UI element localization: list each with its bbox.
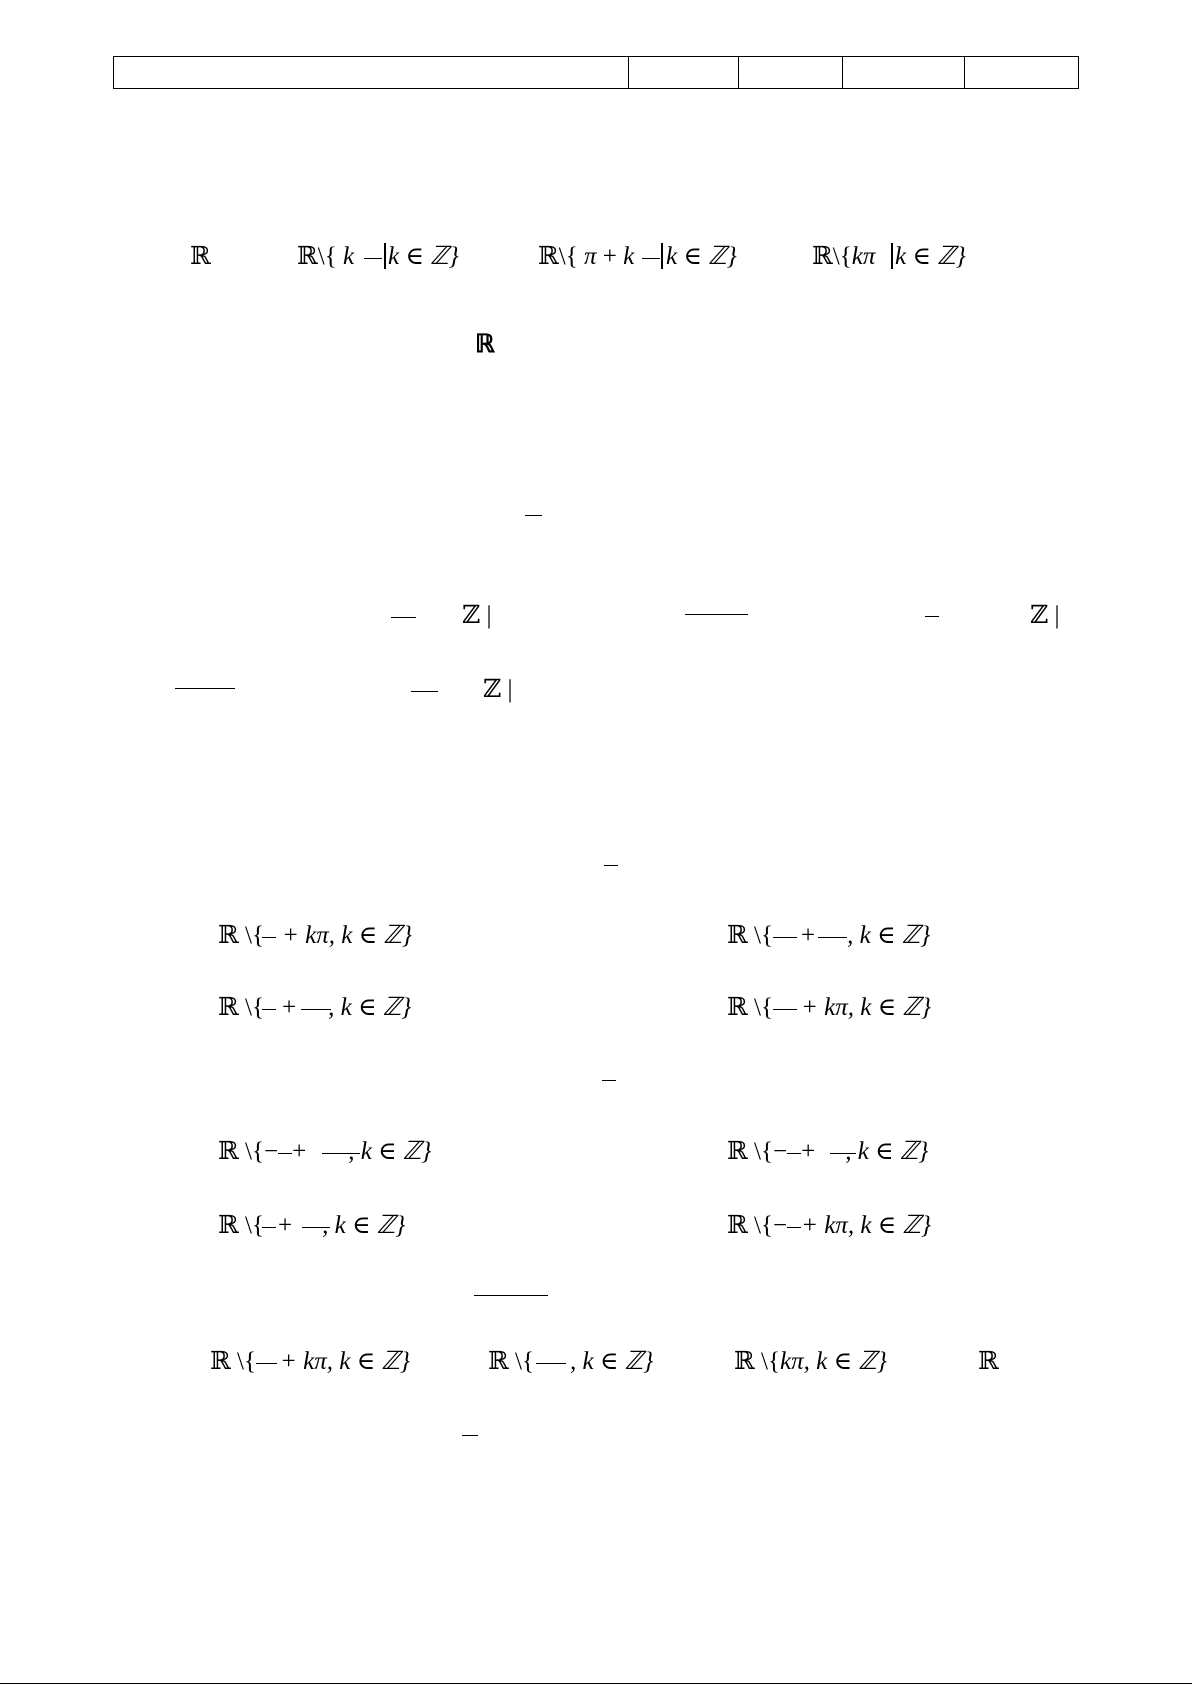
q7-option-d: ℝ (978, 1348, 999, 1375)
q3-fraction-bar (525, 515, 542, 516)
q2-real-set: ℝ (475, 331, 495, 358)
q6-b-fraction-bar-2 (830, 1153, 856, 1154)
header-table (113, 56, 1079, 89)
q5-b-fraction-bar-1 (773, 937, 797, 938)
q4-fraction-bar-5 (411, 691, 438, 692)
q1-c-condition: k ∈ ℤ} (666, 243, 737, 270)
q1-option-c: ℝ\{ π + k (538, 243, 635, 270)
q5-fraction-bar (604, 865, 618, 866)
q1-option-d: ℝ\{kπ (812, 243, 876, 270)
q1-option-a: ℝ (190, 243, 211, 270)
header-cell-1 (114, 57, 628, 88)
q5-option-b: ℝ \{ + , k ∈ ℤ} (727, 922, 931, 949)
q6-b-fraction-bar-1 (787, 1153, 801, 1154)
q5-option-c: ℝ \{ + , k ∈ ℤ} (218, 994, 412, 1021)
q6-c-fraction-bar-1 (262, 1227, 276, 1228)
q4-fraction-bar-2 (685, 614, 748, 615)
q7-a-fraction-bar (256, 1363, 277, 1364)
q5-option-a: ℝ \{ + kπ, k ∈ ℤ} (218, 922, 412, 949)
q5-option-d: ℝ \{ + kπ, k ∈ ℤ} (727, 994, 931, 1021)
q6-option-b: ℝ \{− + , k ∈ ℤ} (727, 1138, 929, 1165)
q6-option-a: ℝ \{− + , k ∈ ℤ} (218, 1138, 432, 1165)
header-cell-4 (842, 57, 964, 88)
q4-fraction-bar-1 (391, 617, 416, 618)
footer-rule (0, 1683, 1192, 1684)
header-cell-2 (628, 57, 738, 88)
q1-c-fraction-bar (642, 258, 660, 259)
q6-fraction-bar (602, 1080, 616, 1081)
q5-b-fraction-bar-2 (818, 937, 847, 938)
q1-d-divider (891, 243, 893, 269)
q4-fraction-bar-3 (925, 616, 939, 617)
q7-fraction-bar (474, 1295, 548, 1296)
q7-option-c: ℝ \{kπ, k ∈ ℤ} (734, 1348, 887, 1375)
q1-c-divider (661, 243, 663, 269)
q1-b-divider (384, 243, 386, 269)
q8-fraction-bar (462, 1435, 478, 1436)
header-cell-3 (738, 57, 843, 88)
q1-b-condition: k ∈ ℤ} (388, 243, 459, 270)
q5-c-fraction-bar-1 (262, 1009, 276, 1010)
q5-c-fraction-bar-2 (301, 1009, 331, 1010)
q5-a-fraction-bar (262, 937, 276, 938)
q5-d-fraction-bar (773, 1009, 797, 1010)
q1-b-fraction-bar (364, 258, 382, 259)
q4-integers-2: ℤ | (1030, 602, 1060, 629)
q6-a-fraction-bar-2 (322, 1153, 360, 1154)
q6-option-c: ℝ \{ + , k ∈ ℤ} (218, 1212, 406, 1239)
q7-option-a: ℝ \{ + kπ, k ∈ ℤ} (210, 1348, 410, 1375)
q6-d-fraction-bar (787, 1227, 801, 1228)
q4-integers-3: ℤ | (483, 676, 513, 703)
q1-d-condition: k ∈ ℤ} (895, 243, 966, 270)
q7-b-fraction-bar (536, 1363, 566, 1364)
q1-option-b: ℝ\{ k (297, 243, 355, 270)
q4-integers-1: ℤ | (462, 602, 492, 629)
q6-a-fraction-bar-1 (278, 1153, 292, 1154)
q7-option-b: ℝ \{ , k ∈ ℤ} (488, 1348, 654, 1375)
header-cell-5 (964, 57, 1078, 88)
q6-option-d: ℝ \{− + kπ, k ∈ ℤ} (727, 1212, 932, 1239)
q4-fraction-bar-4 (175, 688, 235, 689)
q6-c-fraction-bar-2 (302, 1227, 330, 1228)
